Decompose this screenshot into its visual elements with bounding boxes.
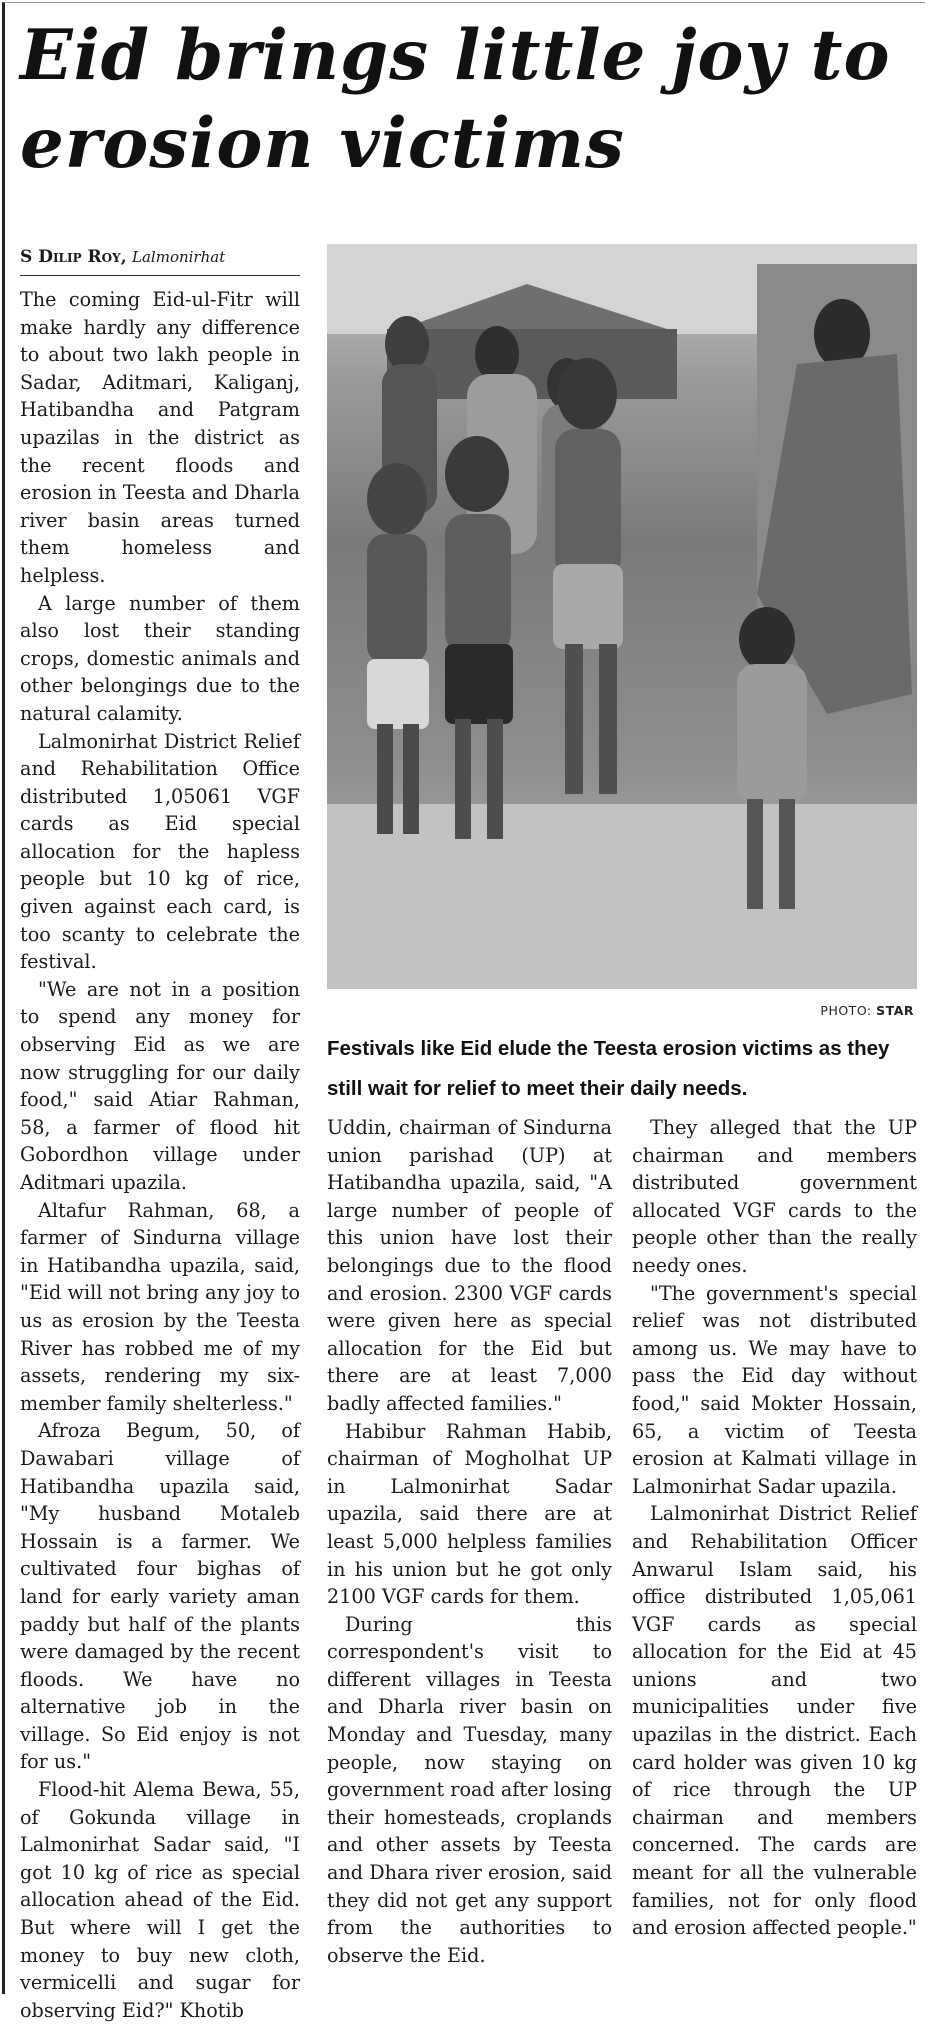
photo-credit-source: STAR <box>876 1003 914 1018</box>
paragraph: During this correspondent's visit to different villages in Teesta and Dharla river basin on Monday and Tuesday, many people, now staying on government road after losing their homesteads, croplands and other assets by Teesta and Dhara river erosion, said they did not get any support from the authorities to observe the Eid. <box>327 1612 613 1967</box>
paragraph: A large number of them also lost their standing crops, domestic animals and other belongings due to the natural calamity. <box>20 591 300 725</box>
headline: Eid brings little joy to erosion victims <box>20 15 891 184</box>
photo-illustration <box>327 244 917 989</box>
paragraph: Habibur Rahman Habib, chairman of Mogholhat UP in Lalmonirhat Sadar upazila, said there are at least 5,000 helpless families in his union but he got only 2100 VGF cards for them. <box>327 1419 612 1609</box>
paragraph: "We are not in a position to spend any money for observing Eid as we are now struggling for our daily food," said Atiar Rahman, 58, a farmer of flood hit Gobordhon village under Aditmari upazila. <box>20 977 300 1194</box>
byline-place: Lalmonirhat <box>132 248 226 266</box>
paragraph: Lalmonirhat District Relief and Rehabilitation Office distributed 1,05061 VGF cards as Eid special allocation for the hapless people but 10 kg of rice, given against each card, is too scanty to celebrate the festival. <box>20 729 300 974</box>
photo-credit-label: PHOTO: <box>820 1003 872 1018</box>
article-column-3 <box>632 1114 917 1942</box>
paragraph: Afroza Begum, 50, of Dawabari village of Hatibandha upazila said, "My husband Motaleb Hossain is a farmer. We cultivated four bighas of land for early variety aman paddy but half of the plants were damaged by the recent floods. We have no alternative job in the village. So Eid enjoy is not for us." <box>20 1419 300 1774</box>
paragraph: Lalmonirhat District Relief and Rehabilitation Officer Anwarul Islam said, his office distributed 1,05,061 VGF cards as special allocation for the Eid at 45 unions and two municipalities under five upazilas in the district. Each card holder was given 10 kg of rice through the UP chairman and members concerned. The cards are meant for all the vulnerable families, not for only flood and erosion affected people." <box>632 1502 917 1940</box>
news-photo <box>327 244 917 989</box>
paragraph: Flood-hit Alema Bewa, 55, of Gokunda village in Lalmonirhat Sadar said, "I got 10 kg of rice as special allocation ahead of the Eid. But where will I get the money to buy new cloth, vermicelli and sugar for observing Eid?" Khotib <box>20 1778 300 2022</box>
paragraph: Uddin, chairman of Sindurna union parishad (UP) at Hatibandha upazila, said, "A large number of people of this union have lost their belongings due to the flood and erosion. 2300 VGF cards were given here as special allocation for the Eid but there are at least 7,000 badly affected families." <box>327 1116 612 1415</box>
photo-caption: Festivals like Eid elude the Teesta erosion victims as they still wait for relief to meet their daily needs. <box>327 1037 890 1100</box>
paragraph: The coming Eid-ul-Fitr will make hardly any difference to about two lakh people in Sadar, Aditmari, Kaliganj, Hatibandha and Patgram upazilas in the district as the recent floods and erosion in Teesta and Dharla river basin areas turned them homeless and helpless. <box>20 288 300 587</box>
paragraph: Altafur Rahman, 68, a farmer of Sindurna village in Hatibandha upazila, said, "Eid will not bring any joy to us as erosion by the Teesta River has robbed me of my assets, rendering my six-member family shelterless." <box>20 1198 300 1415</box>
article-column-1 <box>20 286 300 2024</box>
byline-author: S Dilip Roy, <box>20 247 127 267</box>
paragraph: They alleged that the UP chairman and members distributed government allocated VGF cards to the people other than the really needy ones. <box>632 1116 917 1277</box>
paragraph: "The government's special relief was not distributed among us. We may have to pass the Eid day without food," said Mokter Hossain, 65, a victim of Teesta erosion at Kalmati village in Lalmonirhat Sadar upazila. <box>632 1281 917 1498</box>
byline <box>20 243 300 276</box>
photo-credit <box>700 1003 914 1018</box>
article-column-2 <box>327 1114 612 1969</box>
